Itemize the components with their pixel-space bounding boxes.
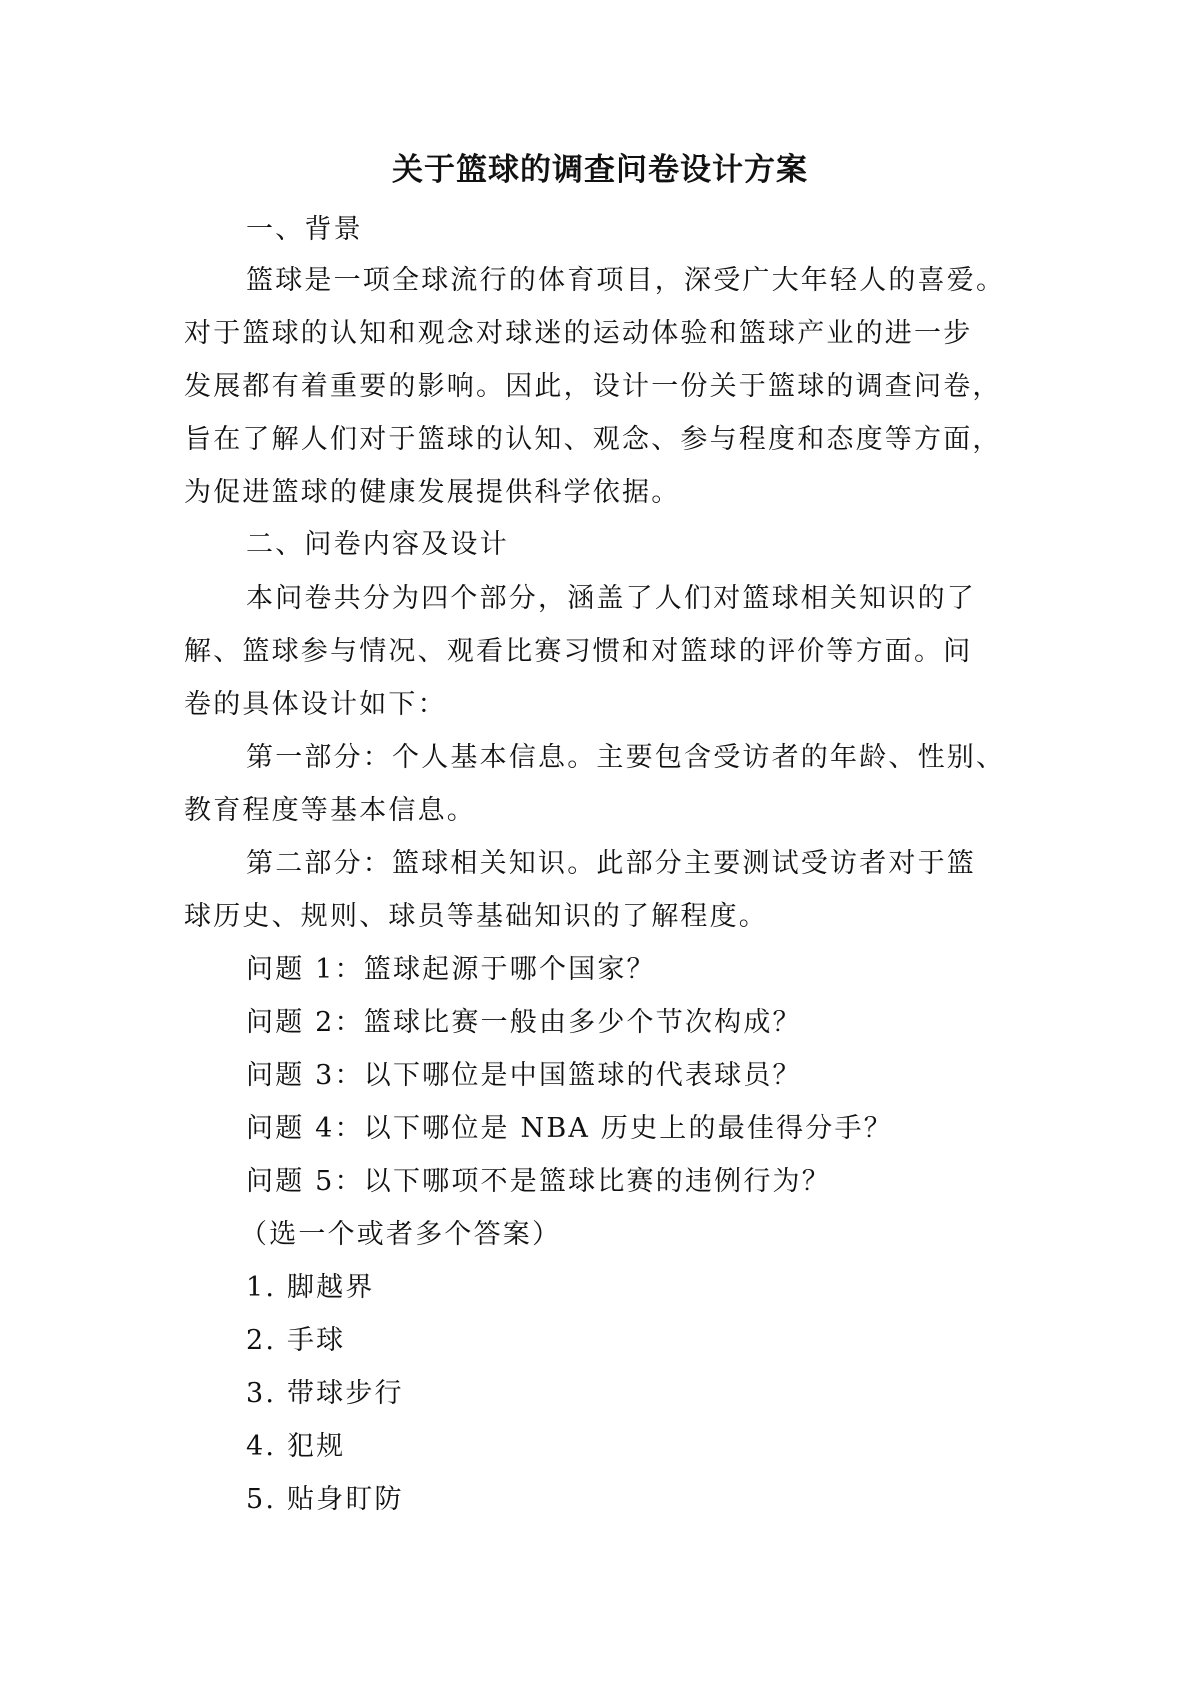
intro-paragraph-line: 解、篮球参与情况、观看比赛习惯和对篮球的评价等方面。问	[184, 636, 973, 667]
section-heading-content-design: 二、问卷内容及设计	[246, 529, 509, 560]
intro-paragraph-line: 本问卷共分为四个部分，涵盖了人们对篮球相关知识的了	[246, 583, 976, 614]
intro-paragraph-line: 卷的具体设计如下：	[184, 689, 447, 720]
answer-option-1: 1. 脚越界	[246, 1272, 375, 1303]
background-paragraph-line: 对于篮球的认知和观念对球迷的运动体验和篮球产业的进一步	[184, 318, 973, 349]
answer-instruction: （选一个或者多个答案）	[240, 1219, 562, 1250]
answer-option-2: 2. 手球	[246, 1325, 346, 1356]
background-paragraph-line: 为促进篮球的健康发展提供科学依据。	[184, 477, 681, 508]
document-title: 关于篮球的调查问卷设计方案	[392, 152, 808, 188]
answer-option-5: 5. 贴身盯防	[246, 1484, 404, 1515]
background-paragraph-line: 篮球是一项全球流行的体育项目，深受广大年轻人的喜爱。	[246, 265, 1006, 296]
question-2: 问题 2：篮球比赛一般由多少个节次构成？	[246, 1007, 802, 1038]
part2-paragraph-line: 球历史、规则、球员等基础知识的了解程度。	[184, 901, 768, 932]
question-3: 问题 3：以下哪位是中国篮球的代表球员？	[246, 1060, 802, 1091]
question-4: 问题 4：以下哪位是 NBA 历史上的最佳得分手？	[246, 1113, 893, 1144]
answer-option-3: 3. 带球步行	[246, 1378, 404, 1409]
section-heading-background: 一、背景	[246, 214, 363, 245]
part1-paragraph-line: 教育程度等基本信息。	[184, 795, 476, 826]
answer-option-4: 4. 犯规	[246, 1431, 346, 1462]
question-1: 问题 1：篮球起源于哪个国家？	[246, 954, 656, 985]
part1-paragraph-line: 第一部分：个人基本信息。主要包含受访者的年龄、性别、	[246, 742, 1006, 773]
part2-paragraph-line: 第二部分：篮球相关知识。此部分主要测试受访者对于篮	[246, 848, 976, 879]
question-5: 问题 5：以下哪项不是篮球比赛的违例行为？	[246, 1166, 831, 1197]
background-paragraph-line: 旨在了解人们对于篮球的认知、观念、参与程度和态度等方面，	[184, 424, 1002, 455]
background-paragraph-line: 发展都有着重要的影响。因此，设计一份关于篮球的调查问卷，	[184, 371, 1002, 402]
